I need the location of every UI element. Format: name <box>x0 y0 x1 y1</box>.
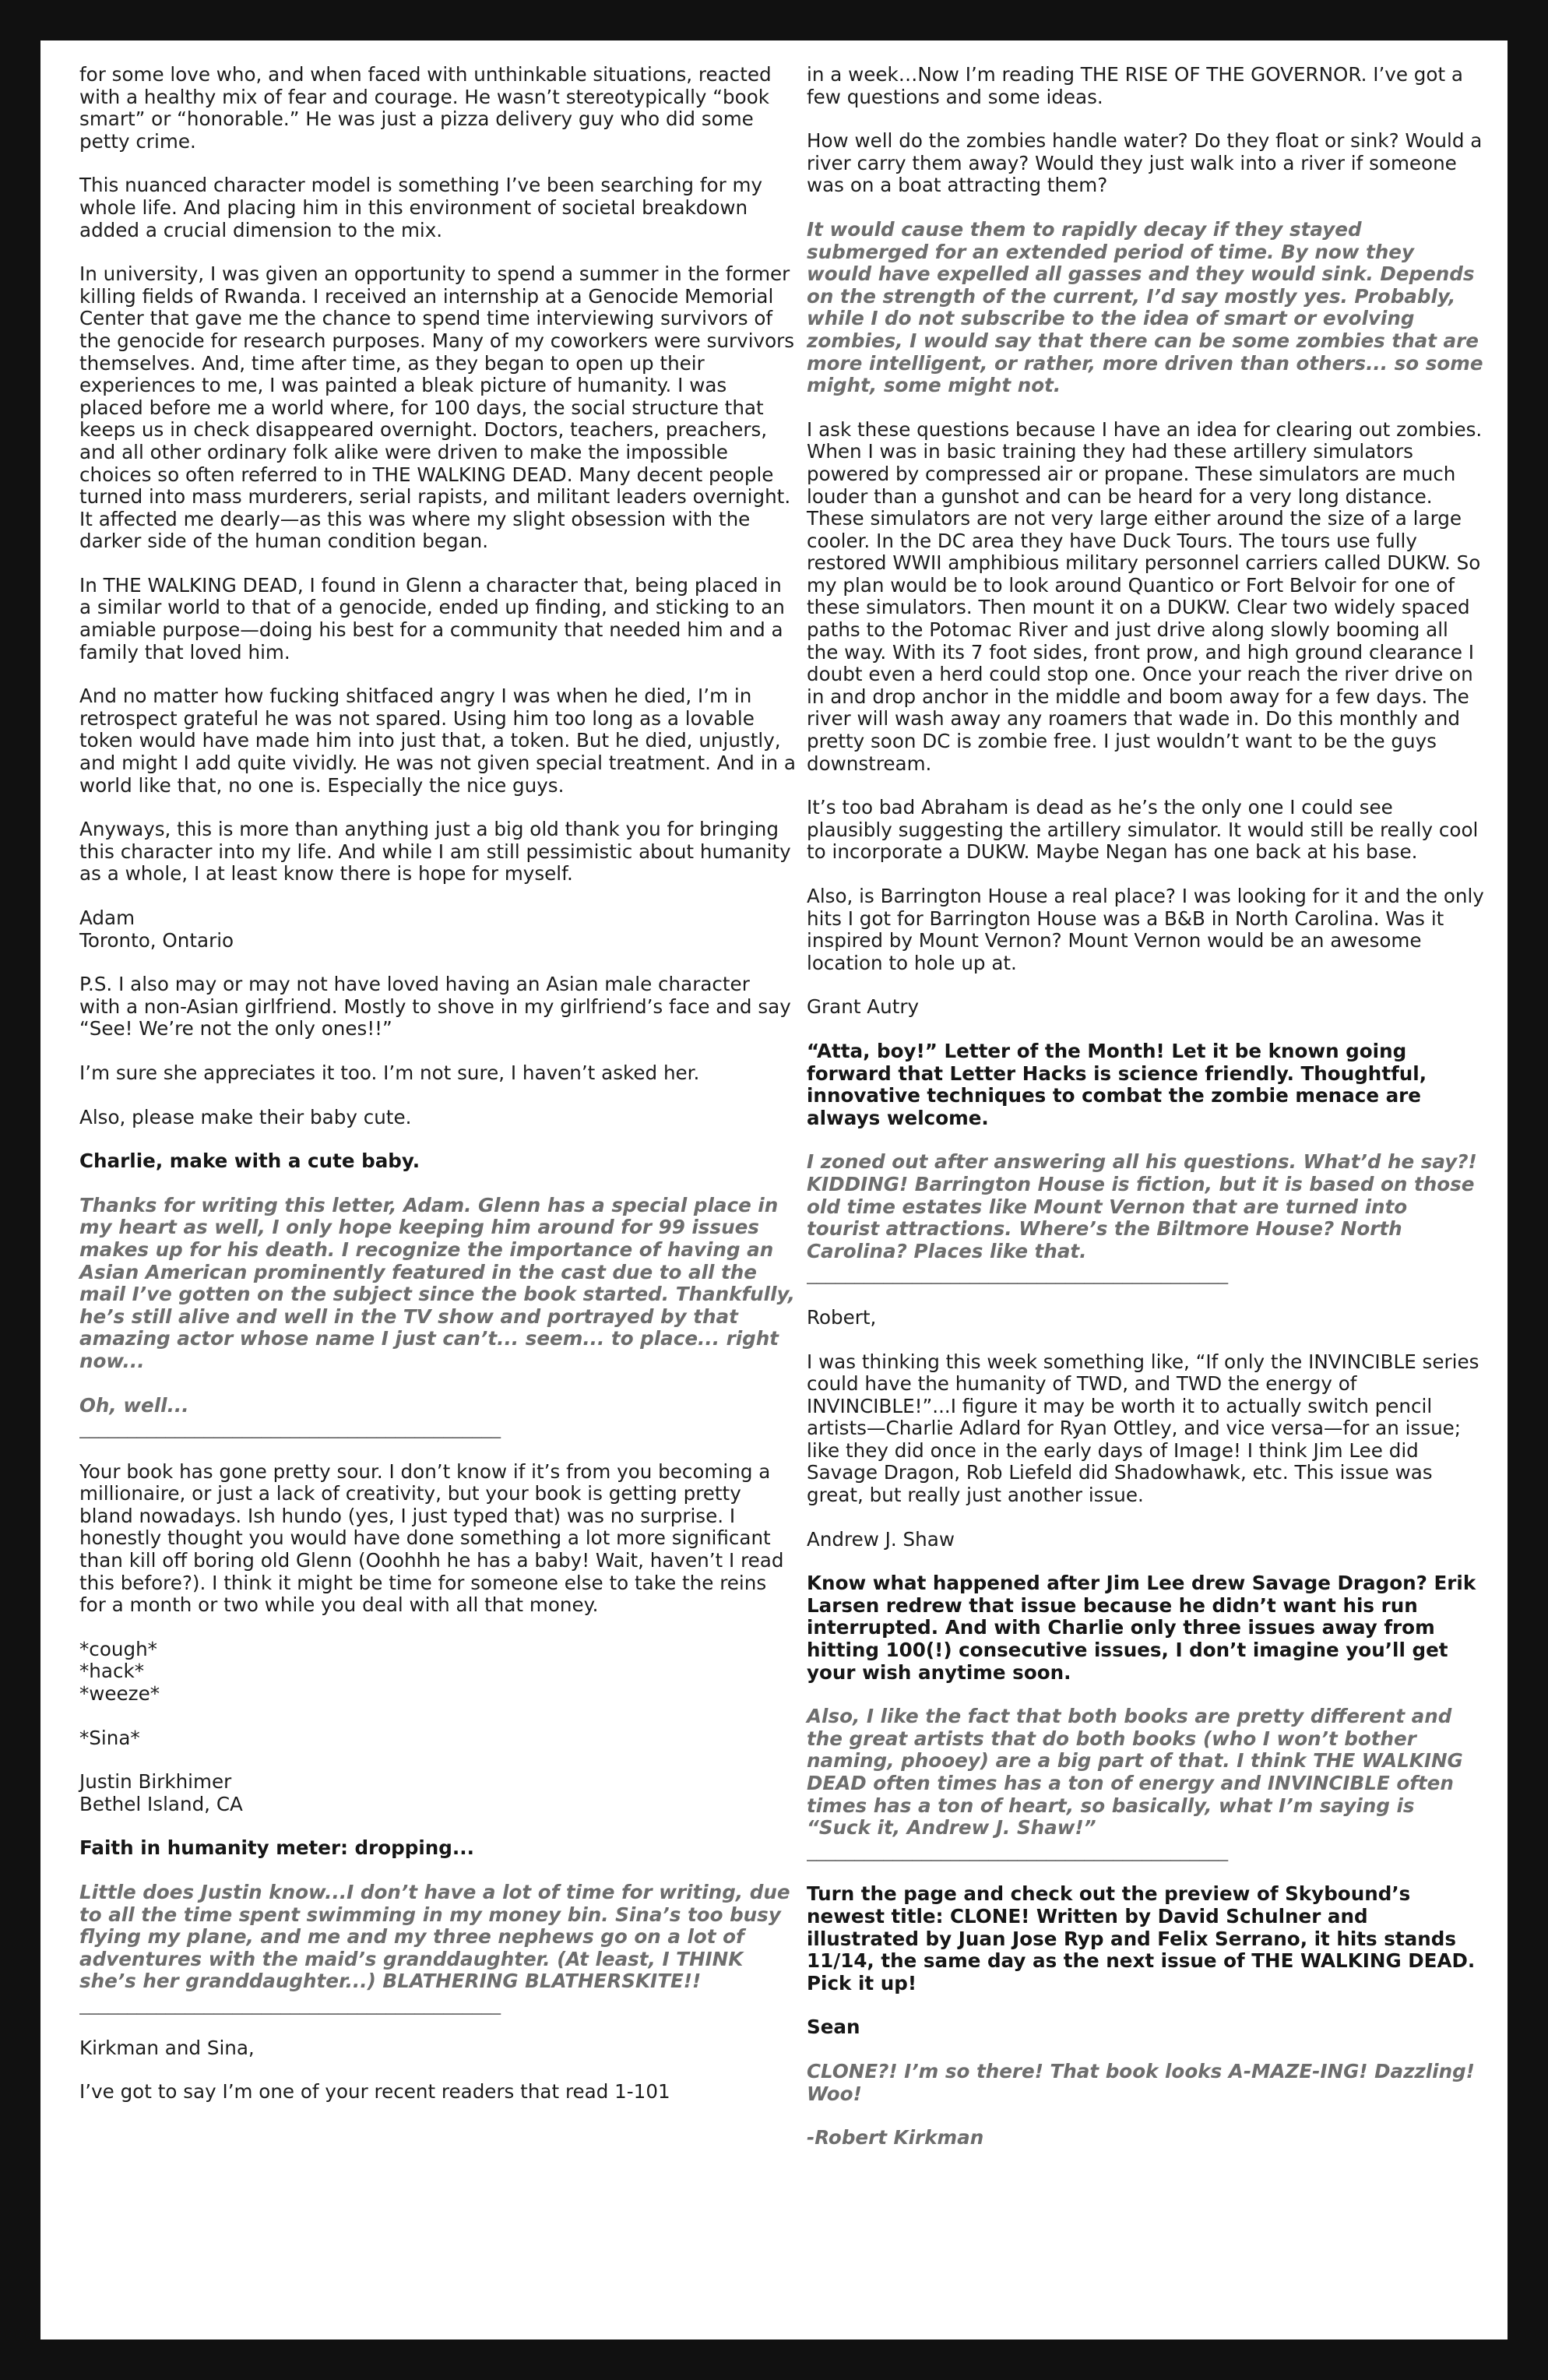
signature-place: Bethel Island, CA <box>79 1792 243 1815</box>
grant-letter-paragraph: How well do the zombies handle water? Do they float or sink? Would a river carry them away? Would they just walk into a river if someone was on a boat attracting them? <box>807 129 1483 197</box>
editor-reply: Oh, well... <box>79 1393 189 1417</box>
grant-letter-paragraph: in a week…Now I’m reading THE RISE OF THE GOVERNOR. I’ve got a few questions and some ideas. <box>807 63 1463 108</box>
andrew-signature: Andrew J. Shaw <box>807 1527 955 1551</box>
grant-letter-paragraph: It’s too bad Abraham is dead as he’s the only one I could see plausibly suggesting the artillery simulator. It would still be really cool to incorporate a DUKW. Maybe Negan has one back at his base. <box>807 796 1479 864</box>
adam-signature <box>79 907 796 952</box>
adam-letter-paragraph: Also, please make their baby cute. <box>79 1105 412 1128</box>
cough-line: *hack* <box>79 1660 145 1683</box>
grant-letter-opening: I’ve got to say I’m one of your recent readers that read 1-101 <box>79 2080 670 2104</box>
justin-letter: Your book has gone pretty sour. I don’t know if it’s from you becoming a millionaire, or just a lack of creativity, but your book is getting pretty bland nowadays. Ish hundo (yes, I just typed that) was no surprise. I honestly thought you would have done something a lot more significant than kill off boring old Glenn (Ooohhh he has a baby! Wait, haven’t I read this before?). I think it might be time for someone else to take the reins for a month or two while you deal with all that money. <box>79 1459 784 1617</box>
adam-letter-paragraph: Anyways, this is more than anything just a big old thank you for bringing this character into my life. And while I am still pessimistic about humanity as a whole, I at least know there is hope for myself. <box>79 818 791 885</box>
left-column <box>79 64 796 2104</box>
grant-letter-paragraph: I ask these questions because I have an idea for clearing out zombies. When I was in basic training they had these artillery simulators powered by compressed air or propane. These simulators are much louder than a gunshot and can be heard for a very long distance. These simulators are not very large either around the size of a large cooler. In the DC area they have Duck Tours. The tours use fully restored WWII amphibious military personnel carriers called DUKW. So my plan would be to look around Quantico or Fort Belvoir for one of these simulators. Then mount it on a DUKW. Clear two widely spaced paths to the Potomac River and just drive along slowly booming all the way. With its 7 foot sides, front prow, and high ground clearance I doubt even a herd could stop one. Once your reach the river drive on in and drop anchor in the middle and boom away for a few days. The river will wash away any roamers that wade in. Do this monthly and pretty soon DC is zombie free. I just wouldn’t want to be the guys downstream. <box>807 417 1483 775</box>
editor-reply: CLONE?! I’m so there! That book looks A-MAZE-ING! Dazzling! Woo! <box>807 2059 1475 2105</box>
editor-reply: Thanks for writing this letter, Adam. Glenn has a special place in my heart as well, I only hope keeping him around for 99 issues makes up for his death. I recognize the importance of having an Asian American prominently featured in the cast due to all the mail I’ve gotten on the subject since the book started. Thankfully, he’s still alive and well in the TV show and portrayed by that amazing actor whose name I just can’t... seem... to place... right now... <box>79 1193 795 1372</box>
adam-letter-paragraph: In university, I was given an opportunity to spend a summer in the former killing fields of Rwanda. I received an internship at a Genocide Memorial Center that gave me the chance to spend time interviewing survivors of the genocide for research purposes. Many of my coworkers were survivors themselves. And, time after time, as they began to open up their experiences to me, I was painted a bleak picture of humanity. I was placed before me a world where, for 100 days, the social structure that keeps us in check disappeared overnight. Doctors, teachers, preachers, and all other ordinary folk alike were driven to make the impossible choices so often referred to in THE WALKING DEAD. Many decent people turned into mass murderers, serial rapists, and militant leaders overnight. It affected me dearly—as this was where my slight obsession with the darker side of the human condition began. <box>79 262 795 553</box>
signature-place: Toronto, Ontario <box>79 928 234 952</box>
justin-signature <box>79 1771 796 1815</box>
editor-reply: It would cause them to rapidly decay if they stayed submerged for an extended period of time. By now they would have expelled all gasses and they would sink. Depends on the strength of the current, I’d say mostly yes. Probably, while I do not subscribe to the idea of smart or evolving zombies, I would say that there can be some zombies that are more intelligent, or rather, more driven than others... so some might, some might not. <box>807 217 1483 397</box>
adam-letter-paragraph: This nuanced character model is something I’ve been searching for my whole life. And placing him in this environment of societal breakdown added a crucial dimension to the mix. <box>79 174 763 241</box>
cough-line: *weeze* <box>79 1682 160 1706</box>
andrew-letter: I was thinking this week something like, “If only the INVINCIBLE series could have the humanity of TWD, and TWD the energy of INVINCIBLE!”...I figure it may be worth it to actually switch pencil artists—Charlie Adlard for Ryan Ottley, and vice versa—for an issue; like they did once in the early days of Image! I think Jim Lee did Savage Dragon, Rob Liefeld did Shadowhawk, etc. This issue was great, but really just another issue. <box>807 1350 1479 1507</box>
grant-salutation: Kirkman and Sina, <box>79 2036 255 2059</box>
editor-bold-response: “Atta, boy!” Letter of the Month! Let it be known going forward that Letter Hacks is science friendly. Thoughtful, innovative techniques to combat the zombie menace are always welcome. <box>807 1039 1427 1129</box>
right-column <box>807 64 1484 2149</box>
editor-bold-response: Faith in humanity meter: dropping... <box>79 1836 474 1860</box>
editor-reply: Also, I like the fact that both books are pretty different and the great artists that do both books (who I won’t bother naming, phooey) are a big part of that. I think THE WALKING DEAD often times has a ton of energy and INVINCIBLE often times has a ton of heart, so basically, what I’m saying is “Suck it, Andrew J. Shaw!” <box>807 1705 1463 1840</box>
editor-reply: Little does Justin know...I don’t have a lot of time for writing, due to all the time spent swimming in my money bin. Sina’s too busy flying my plane, and me and my three nephews go on a lot of adventures with the maid’s granddaughter. (At least, I THINK she’s her granddaughter...) BLATHERING BLATHERSKITE!! <box>79 1881 790 1993</box>
kirkman-signature: -Robert Kirkman <box>807 2126 984 2149</box>
signature-name: Adam <box>79 907 135 929</box>
editor-bold-response: Know what happened after Jim Lee drew Savage Dragon? Erik Larsen redrew that issue because he didn’t want his run interrupted. And with Charlie only three issues away from hitting 100(!) consecutive issues, I don’t imagine you’ll get your wish anytime soon. <box>807 1572 1476 1684</box>
letter-divider: ____________________________________________ <box>79 1417 501 1439</box>
letter-divider: ____________________________________________ <box>807 1839 1229 1861</box>
adam-letter-paragraph: for some love who, and when faced with unthinkable situations, reacted with a healthy mix of fear and courage. He wasn’t stereotypically “book smart” or “honorable.” He was just a pizza delivery guy who did some petty crime. <box>79 63 772 153</box>
adam-letter-paragraph: In THE WALKING DEAD, I found in Glenn a character that, being placed in a similar world to that of a genocide, ended up finding, and sticking to an amiable purpose—doing his best for a community that needed him and a family that loved him. <box>79 573 785 664</box>
adam-letter-paragraph: I’m sure she appreciates it too. I’m not sure, I haven’t asked her. <box>79 1061 700 1084</box>
justin-coughs <box>79 1639 796 1706</box>
grant-signature: Grant Autry <box>807 995 920 1019</box>
letter-divider: ____________________________________________ <box>79 1992 501 2015</box>
sean-signature: Sean <box>807 2016 860 2039</box>
letters-page <box>40 40 1508 2340</box>
andrew-salutation: Robert, <box>807 1305 877 1329</box>
editor-reply: I zoned out after answering all his questions. What’d he say?! KIDDING! Barrington House is fiction, but it is based on those old time estates like Mount Vernon that are turned into tourist attractions. Where’s the Biltmore House? North Carolina? Places like that. <box>807 1150 1477 1262</box>
adam-postscript: P.S. I also may or may not have loved having an Asian male character with a non-Asian girlfriend. Mostly to shove in my girlfriend’s face and say “See! We’re not the only ones!!” <box>79 973 791 1040</box>
cough-line: *cough* <box>79 1637 157 1660</box>
adam-letter-paragraph: And no matter how fucking shitfaced angry I was when he died, I’m in retrospect grateful he was not spared. Using him too long as a lovable token would have made him into just that, a token. But he died, unjustly, and might I add quite vividly. He was not given special treatment. And in a world like that, no one is. Especially the nice guys. <box>79 685 796 797</box>
grant-letter-paragraph: Also, is Barrington House a real place? I was looking for it and the only hits I got for Barrington House was a B&B in North Carolina. Was it inspired by Mount Vernon? Mount Vernon would be an awesome location to hole up at. <box>807 885 1484 974</box>
clone-promo: Turn the page and check out the preview of Skybound’s newest title: CLONE! Written by David Schulner and illustrated by Juan Jose Ryp and Felix Serrano, it hits stands 11/14, the same day as the next issue of THE WALKING DEAD. Pick it up! <box>807 1882 1476 1994</box>
editor-bold-response: Charlie, make with a cute baby. <box>79 1150 420 1173</box>
letter-divider: ____________________________________________ <box>807 1262 1229 1285</box>
signature-name: Justin Birkhimer <box>79 1770 232 1794</box>
sina-line: *Sina* <box>79 1726 140 1749</box>
